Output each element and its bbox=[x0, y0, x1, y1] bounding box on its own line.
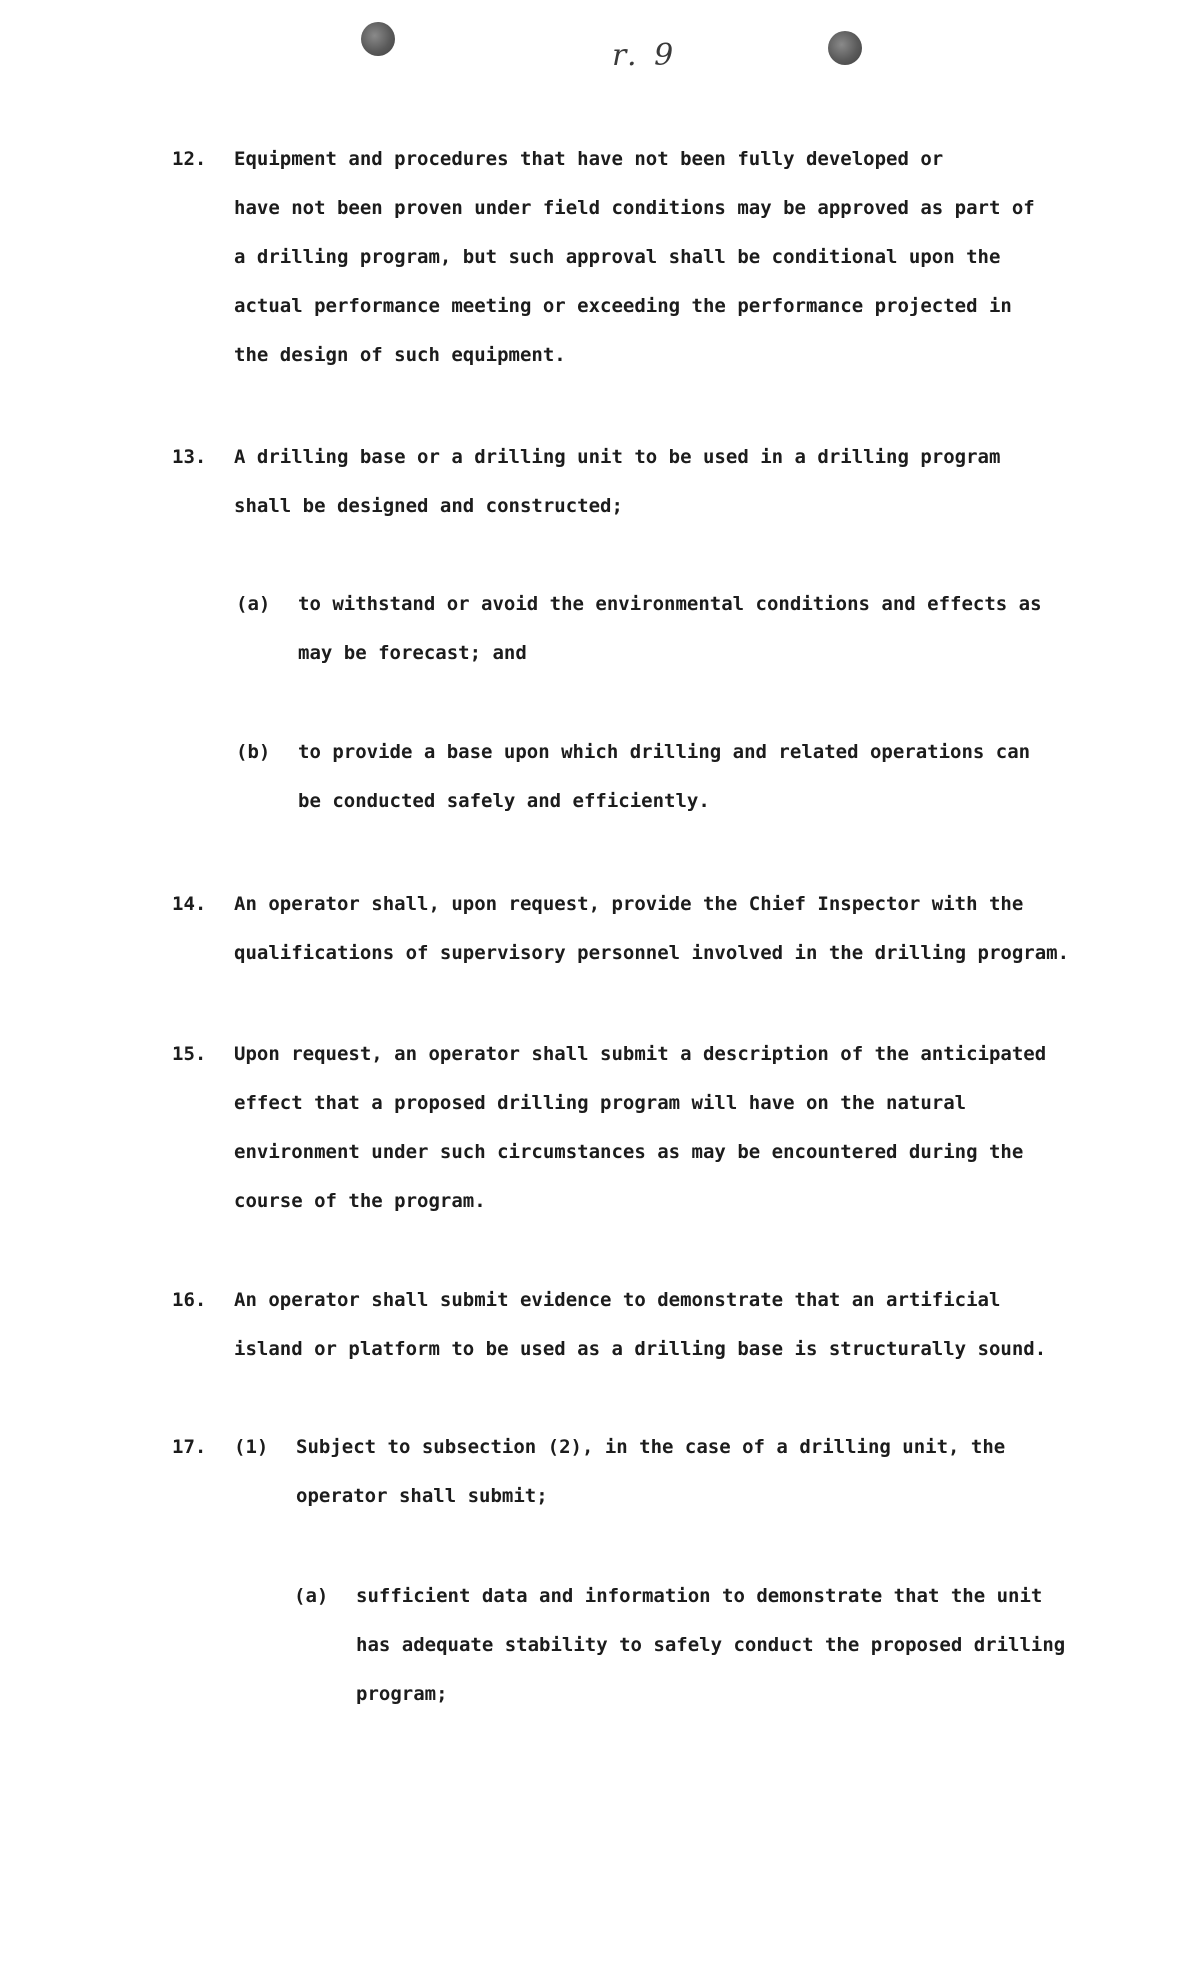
section-text bbox=[234, 880, 1069, 978]
text-line: have not been proven under field conditions may be approved as part of bbox=[234, 197, 1035, 219]
text-line: A drilling base or a drilling unit to be used in a drilling program bbox=[234, 446, 1001, 468]
text-line: to withstand or avoid the environmental conditions and effects as bbox=[298, 593, 1042, 615]
text-line: course of the program. bbox=[234, 1190, 486, 1212]
text-line: An operator shall submit evidence to demonstrate that an artificial bbox=[234, 1289, 1001, 1311]
section-number: 17. bbox=[172, 1436, 207, 1458]
section-text bbox=[296, 1423, 1005, 1521]
item-label: (a) bbox=[236, 593, 271, 615]
text-line: program; bbox=[356, 1683, 448, 1705]
text-line: be conducted safely and efficiently. bbox=[298, 790, 710, 812]
text-line: actual performance meeting or exceeding the performance projected in bbox=[234, 295, 1012, 317]
item-text bbox=[298, 728, 1030, 826]
section-number: 14. bbox=[172, 893, 207, 915]
section-text bbox=[234, 433, 1000, 531]
section-number: 12. bbox=[172, 148, 207, 170]
item-label: (b) bbox=[236, 741, 271, 763]
text-line: qualifications of supervisory personnel involved in the drilling program. bbox=[234, 942, 1070, 964]
text-line: Subject to subsection (2), in the case of a drilling unit, the bbox=[296, 1436, 1006, 1458]
text-line: sufficient data and information to demonstrate that the unit bbox=[356, 1585, 1043, 1607]
section-text bbox=[234, 135, 1035, 380]
item-label: (a) bbox=[294, 1585, 329, 1607]
text-line: has adequate stability to safely conduct the proposed drilling bbox=[356, 1634, 1066, 1656]
text-line: island or platform to be used as a drilling base is structurally sound. bbox=[234, 1338, 1047, 1360]
item-text bbox=[298, 580, 1042, 678]
section-number: 15. bbox=[172, 1043, 207, 1065]
subsection-label: (1) bbox=[234, 1436, 269, 1458]
punch-hole-left bbox=[361, 22, 395, 56]
text-line: the design of such equipment. bbox=[234, 344, 566, 366]
page-number: r. 9 bbox=[612, 38, 678, 73]
section-text bbox=[234, 1276, 1046, 1374]
text-line: shall be designed and constructed; bbox=[234, 495, 623, 517]
text-line: may be forecast; and bbox=[298, 642, 527, 664]
section-text bbox=[234, 1030, 1046, 1226]
section-number: 16. bbox=[172, 1289, 207, 1311]
text-line: operator shall submit; bbox=[296, 1485, 548, 1507]
punch-hole-right bbox=[828, 31, 862, 65]
text-line: a drilling program, but such approval shall be conditional upon the bbox=[234, 246, 1001, 268]
text-line: environment under such circumstances as may be encountered during the bbox=[234, 1141, 1024, 1163]
text-line: Upon request, an operator shall submit a description of the anticipated bbox=[234, 1043, 1047, 1065]
text-line: effect that a proposed drilling program will have on the natural bbox=[234, 1092, 967, 1114]
text-line: to provide a base upon which drilling and related operations can bbox=[298, 741, 1031, 763]
section-number: 13. bbox=[172, 446, 207, 468]
text-line: An operator shall, upon request, provide the Chief Inspector with the bbox=[234, 893, 1024, 915]
item-text bbox=[356, 1572, 1065, 1719]
text-line: Equipment and procedures that have not been fully developed or bbox=[234, 148, 944, 170]
